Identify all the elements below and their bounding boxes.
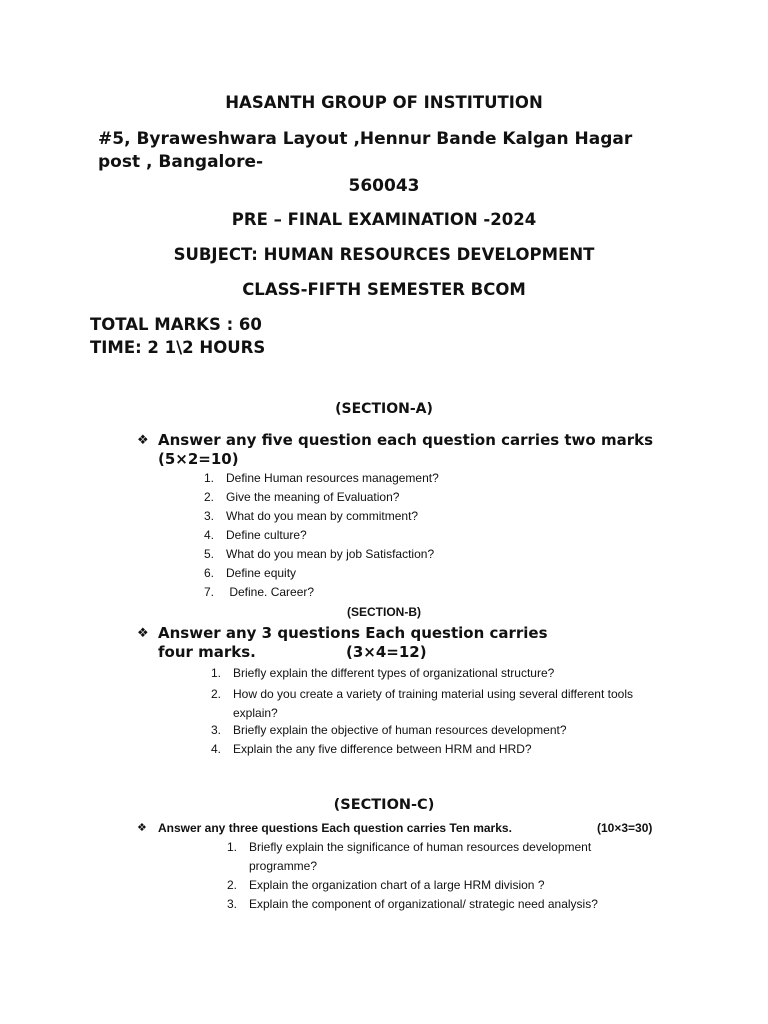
section-a-question-list [204,471,664,604]
section-c-instruction: Answer any three questions Each question carries Ten marks. [158,821,512,835]
list-item: 3. Briefly explain the objective of human resources development? [211,723,567,737]
list-item: 3. Explain the component of organizational/ strategic need analysis? [227,897,598,911]
list-item: 5. What do you mean by job Satisfaction? [204,547,435,561]
list-item: 1. Briefly explain the significance of human resources development programme? [227,840,592,873]
section-b-question-list [211,666,661,761]
section-b-instruction-line-1: Answer any 3 questions Each question carries [158,624,548,642]
section-a-marks: (5×2=10) [158,450,239,468]
section-a-instruction [158,431,653,469]
section-b-title: (SECTION-B) [347,605,421,619]
list-item: 3. What do you mean by commitment? [204,509,419,523]
section-a-instruction-line-1: Answer any five question each question carries two marks [158,431,653,449]
pincode: 560043 [348,176,420,196]
institution-name: HASANTH GROUP OF INSTITUTION [225,93,543,112]
section-c-title: (SECTION-C) [333,797,435,813]
list-item: 4. Explain the any five difference between HRM and HRD? [211,742,532,756]
list-item: 4. Define culture? [204,528,307,542]
list-item: 1. Briefly explain the different types of organizational structure? [211,666,555,680]
list-item: 2. How do you create a variety of training material using several different tools explain? [211,687,633,720]
exam-time: TIME: 2 1\2 HOURS [90,338,266,357]
section-b-marks: (3×4=12) [346,643,427,661]
class-title: CLASS-FIFTH SEMESTER BCOM [242,280,526,299]
address-line-2: post , Bangalore- [98,152,264,172]
section-c-marks: (10×3=30) [597,821,653,835]
list-item: 1. Define Human resources management? [204,471,439,485]
section-c-question-list [227,838,647,914]
address-line-1: #5, Byraweshwara Layout ,Hennur Bande Kalgan Hagar [98,129,633,149]
list-item: 2. Explain the organization chart of a large HRM division ? [227,878,545,892]
diamond-bullet-icon: ❖ [137,626,149,641]
list-item: 7. Define. Career? [204,585,315,599]
exam-title: PRE – FINAL EXAMINATION -2024 [231,210,537,229]
section-a-title: (SECTION-A) [335,401,433,417]
list-item: 2. Give the meaning of Evaluation? [204,490,400,504]
diamond-bullet-icon: ❖ [137,821,147,834]
subject-title: SUBJECT: HUMAN RESOURCES DEVELOPMENT [173,245,595,264]
list-item: 6. Define equity [204,566,297,580]
diamond-bullet-icon: ❖ [137,433,149,448]
total-marks: TOTAL MARKS : 60 [90,315,262,334]
section-b-instruction-line-2: four marks. [158,643,256,661]
